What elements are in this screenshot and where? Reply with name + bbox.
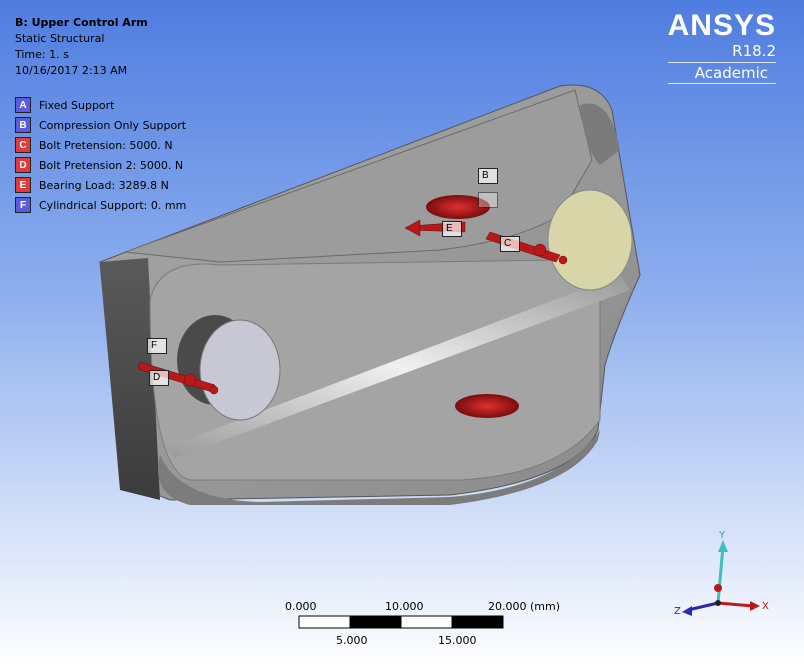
marker-f[interactable]: F	[147, 338, 167, 354]
axis-x-label: X	[762, 601, 769, 612]
date-stamp: 10/16/2017 2:13 AM	[15, 64, 128, 77]
marker-d[interactable]: D	[149, 370, 169, 386]
marker-c[interactable]: C	[500, 236, 520, 252]
legend-badge: D	[15, 157, 31, 173]
marker-b-shadow	[478, 192, 498, 208]
legend-label: Compression Only Support	[39, 118, 187, 132]
legend-item[interactable]	[15, 95, 186, 115]
legend-badge: C	[15, 137, 31, 153]
brand-name: ANSYS	[667, 9, 776, 42]
legend-item[interactable]	[15, 175, 186, 195]
legend-item[interactable]	[15, 115, 186, 135]
scale-label-10: 10.000	[385, 600, 424, 613]
ansys-logo	[668, 10, 776, 84]
legend-badge: F	[15, 197, 31, 213]
left-cylinder-face	[200, 320, 280, 420]
legend-item[interactable]	[15, 135, 186, 155]
legend-badge: A	[15, 97, 31, 113]
boundary-legend	[15, 95, 186, 215]
coordinate-triad[interactable]	[668, 528, 778, 623]
analysis-info	[15, 15, 148, 79]
legend-item[interactable]	[15, 155, 186, 175]
marker-e[interactable]: E	[442, 221, 462, 237]
marker-b[interactable]: B	[478, 168, 498, 184]
model-title: B: Upper Control Arm	[15, 16, 148, 29]
scale-label-15: 15.000	[438, 634, 477, 647]
legend-badge: E	[15, 177, 31, 193]
legend-label: Cylindrical Support: 0. mm	[39, 198, 187, 212]
time-value: Time: 1. s	[15, 48, 69, 61]
analysis-type: Static Structural	[15, 32, 105, 45]
scale-label-5: 5.000	[336, 634, 368, 647]
axis-z-label: Z	[674, 606, 681, 617]
brand-edition: Academic	[668, 62, 776, 84]
legend-label: Bearing Load: 3289.8 N	[39, 178, 169, 192]
right-cylinder-face	[548, 190, 632, 290]
scale-label-20: 20.000 (mm)	[488, 600, 560, 613]
legend-item[interactable]	[15, 195, 186, 215]
scale-label-0: 0.000	[285, 600, 317, 613]
legend-badge: B	[15, 117, 31, 133]
scale-ruler	[298, 615, 504, 629]
axis-y-label: Y	[719, 530, 726, 541]
legend-label: Bolt Pretension 2: 5000. N	[39, 158, 184, 172]
bottom-bolt-hole	[455, 394, 519, 418]
brand-version: R18.2	[732, 42, 776, 60]
legend-label: Fixed Support	[39, 98, 115, 112]
legend-label: Bolt Pretension: 5000. N	[39, 138, 173, 152]
scale-bar	[270, 600, 570, 650]
